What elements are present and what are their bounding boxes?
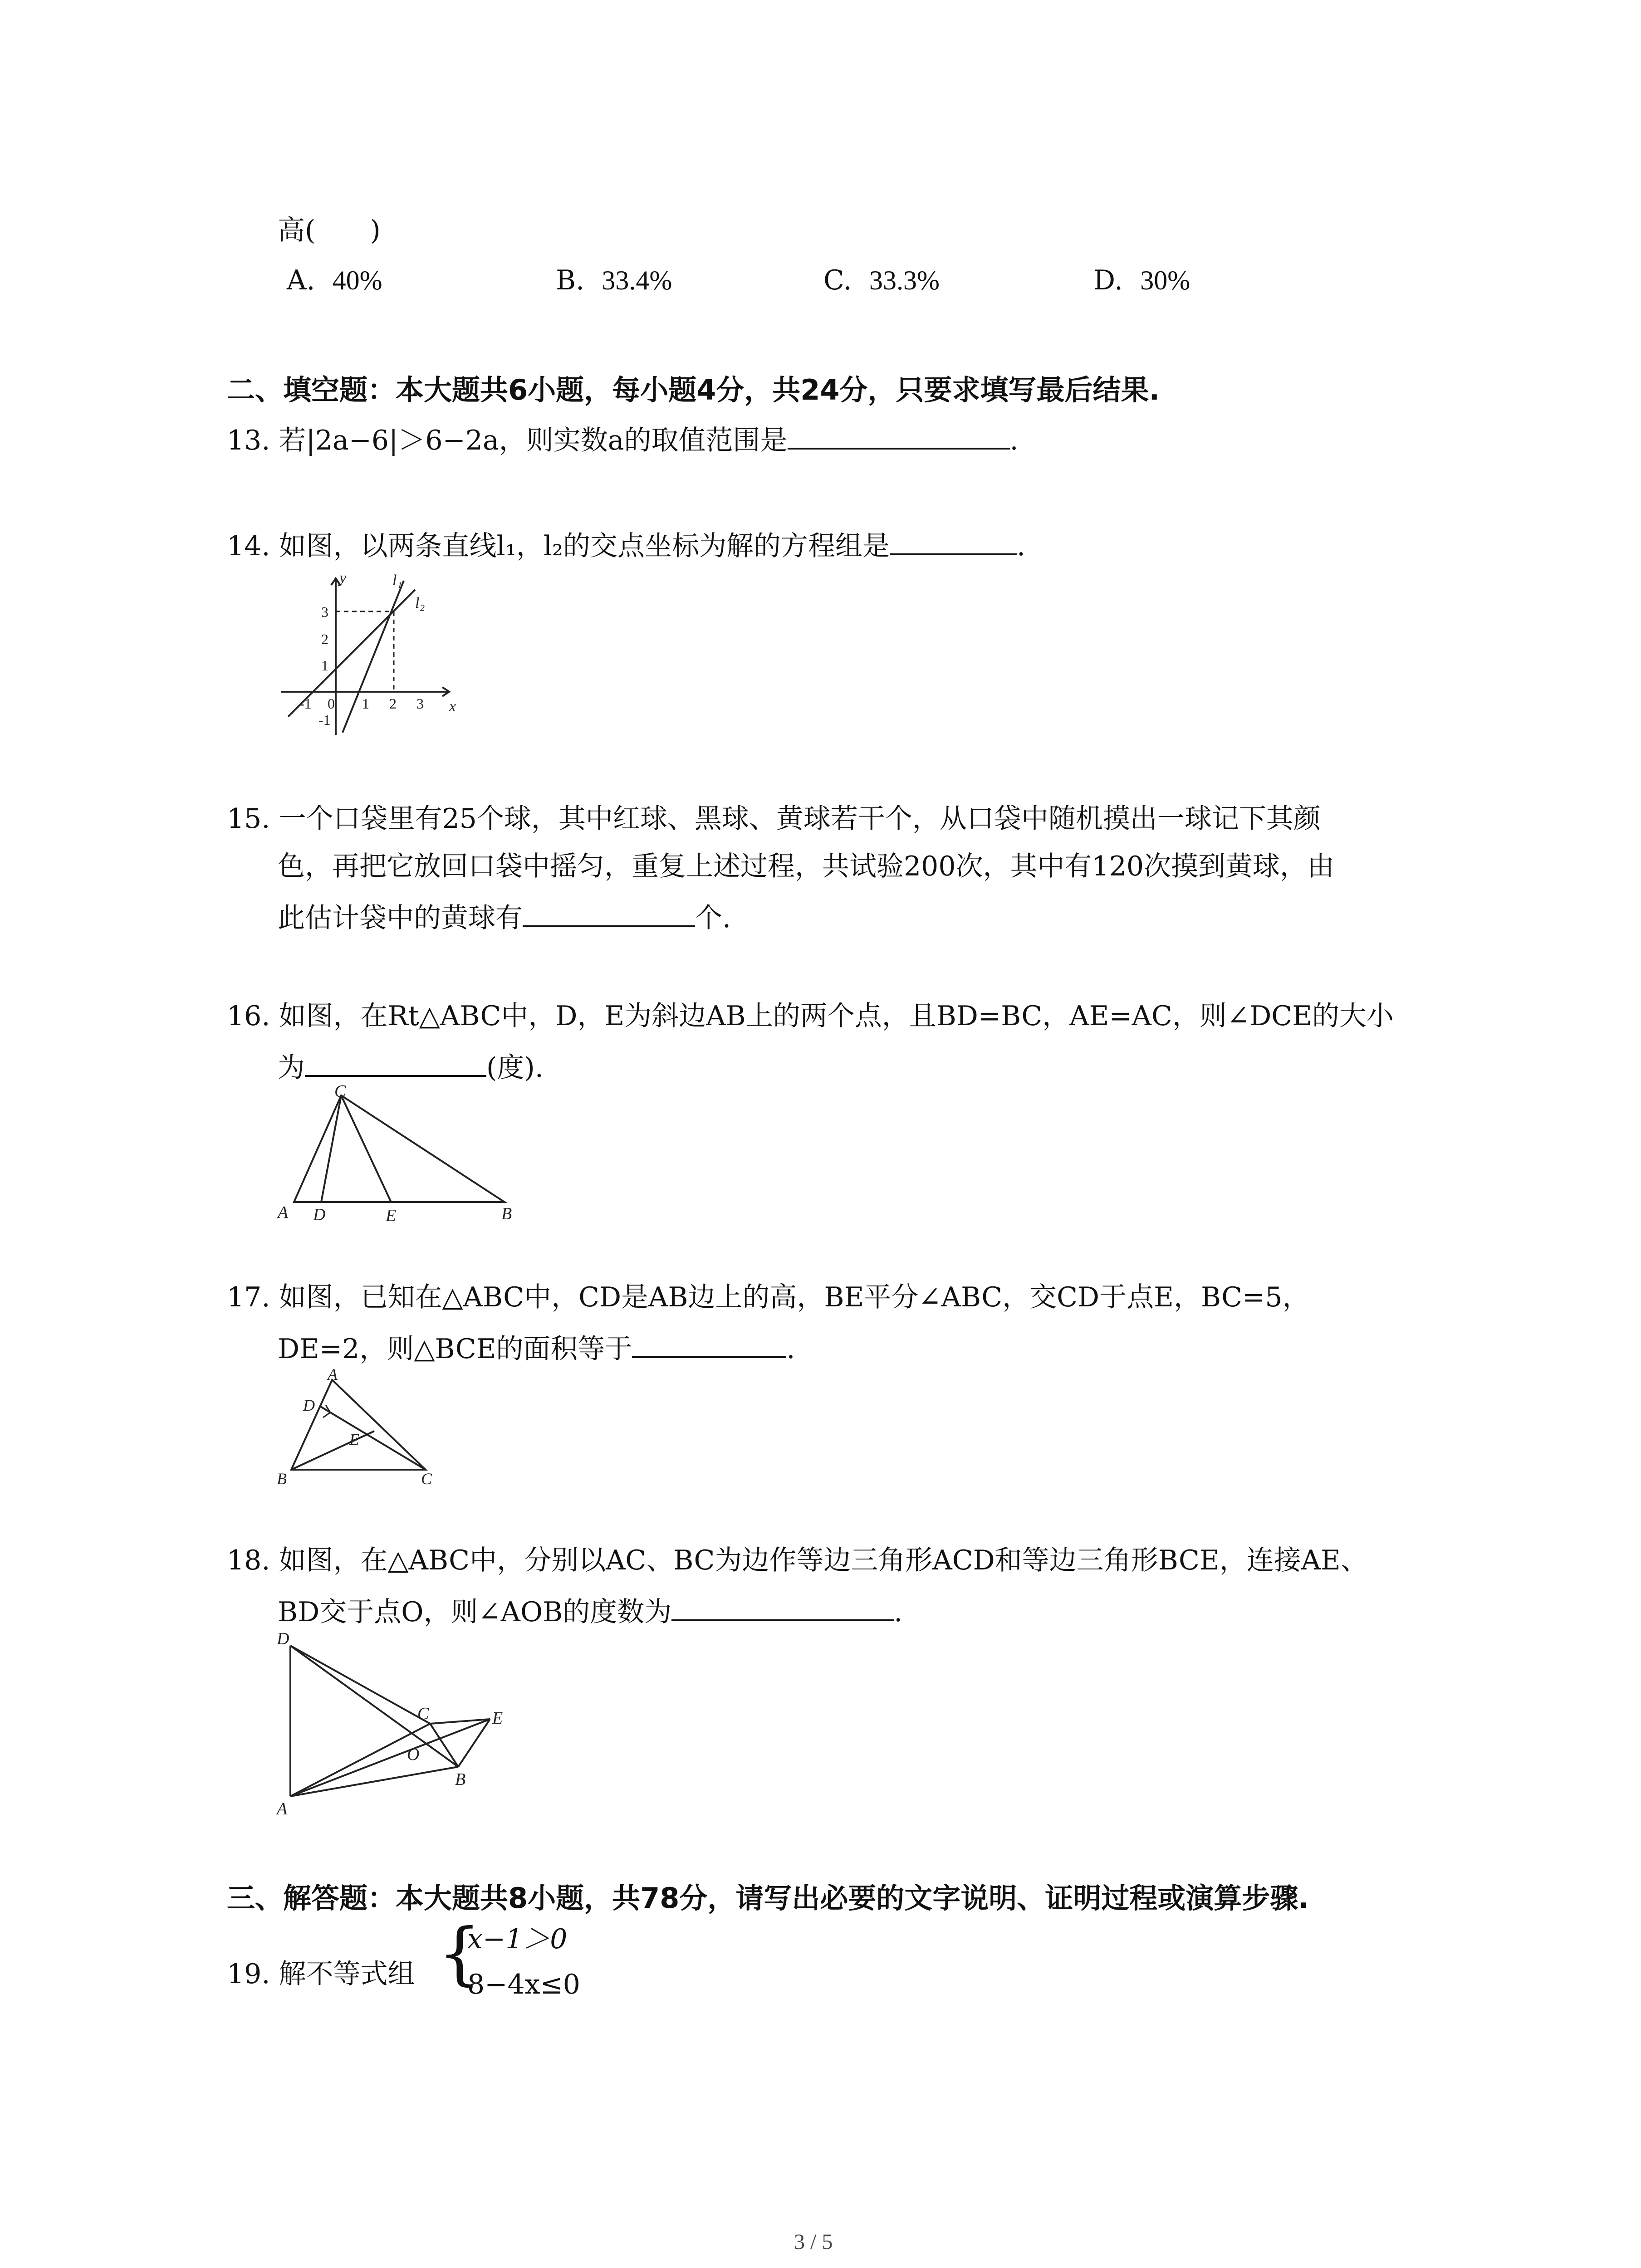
y-tick: -1 [318, 712, 331, 728]
option-label: D. [1093, 264, 1123, 296]
option-value: 33.4% [602, 265, 672, 295]
period: . [786, 1333, 795, 1365]
option-label: C. [823, 264, 852, 296]
question-text: 如图，在Rt△ABC中，D，E为斜边AB上的两个点，且BD=BC，AE=AC，则∠DCE的大小 [279, 1000, 1394, 1032]
question-text: 一个口袋里有25个球，其中红球、黑球、黄球若干个，从口袋中随机摸出一球记下其颜 [279, 803, 1321, 835]
option-value: 40% [332, 265, 382, 295]
answer-blank[interactable] [305, 1051, 486, 1077]
question-number: 15. [227, 803, 270, 835]
q13 [227, 424, 1019, 454]
segment-cb [430, 1724, 458, 1767]
period: . [894, 1596, 903, 1628]
option-c [823, 264, 940, 296]
question-text: 如图，在△ABC中，分别以AC、BC为边作等边三角形ACD和等边三角形BCE，连接AE、 [279, 1545, 1368, 1576]
option-value: 33.3% [869, 265, 940, 295]
answer-blank[interactable] [632, 1333, 786, 1358]
q17-line2 [278, 1333, 795, 1363]
option-a [287, 264, 382, 296]
x-tick: -1 [299, 695, 312, 712]
vertex-label-c: C [334, 1084, 346, 1101]
vertex-label-e: E [492, 1709, 503, 1728]
question-number: 13. [227, 425, 270, 456]
answer-blank[interactable] [671, 1596, 894, 1621]
question-number: 17. [227, 1281, 270, 1313]
segment-cd [321, 1095, 341, 1202]
y-tick: 3 [321, 604, 328, 620]
segment-be [458, 1719, 490, 1767]
vertex-label-e: E [386, 1206, 397, 1225]
question-text: 如图，以两条直线l₁，l₂的交点坐标为解的方程组是 [279, 530, 890, 562]
segment-cd [320, 1406, 426, 1470]
q18-figure [272, 1624, 513, 1828]
q19 [227, 1960, 415, 1988]
q15-line1 [227, 803, 1321, 835]
question-number: 18. [227, 1545, 270, 1576]
question-text: 此估计袋中的黄球有 [278, 902, 523, 934]
q16-triangle-figure [272, 1084, 526, 1234]
question-text: (度). [486, 1052, 544, 1084]
question-number: 19. [227, 1958, 270, 1990]
period: . [1016, 530, 1026, 562]
question-text: DE=2，则△BCE的面积等于 [278, 1333, 632, 1365]
q12-tail: 高( ) [278, 215, 381, 246]
question-text: 解不等式组 [279, 1958, 415, 1990]
triangle-abc [291, 1380, 426, 1470]
question-text: 为 [278, 1052, 305, 1084]
y-tick: 2 [321, 631, 328, 647]
section2-heading: 二、填空题：本大题共6小题，每小题4分，共24分，只要求填写最后结果. [227, 373, 1160, 406]
q16-line1 [227, 1002, 1394, 1030]
vertex-label-b: B [277, 1470, 287, 1488]
vertex-label-a: A [277, 1799, 288, 1818]
option-b [556, 264, 672, 296]
question-text: 如图，已知在△ABC中，CD是AB边上的高，BE平分∠ABC，交CD于点E，BC=5， [279, 1281, 1310, 1313]
vertex-label-d: D [313, 1205, 326, 1224]
page-number: 3 / 5 [794, 2230, 833, 2254]
q18-line1 [227, 1547, 1368, 1574]
option-value: 30% [1140, 265, 1190, 295]
vertex-label-b: B [501, 1204, 512, 1223]
option-label: B. [556, 264, 585, 296]
vertex-label-d: D [303, 1396, 315, 1414]
q17-line1 [227, 1281, 1310, 1313]
axis-label-x: x [449, 698, 456, 715]
question-text: 若|2a−6|＞6−2a，则实数a的取值范围是 [279, 425, 788, 456]
line-label-l2: l₂ [415, 595, 425, 611]
q17-triangle-figure [272, 1365, 445, 1501]
segment-db [290, 1646, 458, 1767]
x-tick: 1 [362, 695, 369, 712]
period: . [1009, 425, 1019, 456]
vertex-label-a: A [328, 1365, 338, 1383]
option-label: A. [287, 264, 315, 296]
question-number: 14. [227, 530, 270, 562]
option-d [1093, 264, 1190, 296]
triangle-abc [294, 1095, 505, 1202]
vertex-label-o: O [407, 1745, 420, 1764]
vertex-label-c: C [421, 1470, 432, 1488]
inequality-2: 8−4x≤0 [467, 1969, 580, 2000]
vertex-label-a: A [278, 1203, 289, 1222]
q14-graph-figure [272, 567, 467, 748]
section3-heading: 三、解答题：本大题共8小题，共78分，请写出必要的文字说明、证明过程或演算步骤. [227, 1882, 1309, 1915]
question-text: 个. [695, 902, 731, 934]
y-tick: 1 [321, 657, 328, 674]
q15-line3 [278, 902, 731, 932]
vertex-label-b: B [455, 1770, 466, 1789]
answer-blank[interactable] [788, 424, 1010, 450]
system-brace: { [438, 1914, 481, 1993]
x-tick: 3 [416, 695, 424, 712]
q18-line2 [278, 1596, 902, 1626]
answer-blank[interactable] [523, 902, 695, 927]
vertex-label-d: D [277, 1629, 289, 1648]
q15-line2: 色，再把它放回口袋中摇匀，重复上述过程，共试验200次，其中有120次摸到黄球，由 [278, 850, 1335, 882]
inequality-1: x−1＞0 [467, 1923, 568, 1955]
answer-blank[interactable] [890, 530, 1017, 555]
segment-ab [290, 1767, 458, 1796]
x-tick: 0 [328, 695, 335, 712]
q14 [227, 530, 1025, 560]
x-tick: 2 [389, 695, 397, 712]
right-angle-mark [323, 1405, 330, 1418]
segment-dc [290, 1646, 430, 1724]
axis-label-y: y [339, 570, 347, 587]
vertex-label-c: C [417, 1704, 429, 1723]
q16-line2 [278, 1051, 544, 1084]
segment-be [291, 1431, 374, 1470]
question-text: BD交于点O，则∠AOB的度数为 [278, 1596, 672, 1628]
vertex-label-e: E [349, 1430, 359, 1448]
line-label-l1: l₁ [392, 572, 402, 589]
question-number: 16. [227, 1000, 270, 1032]
